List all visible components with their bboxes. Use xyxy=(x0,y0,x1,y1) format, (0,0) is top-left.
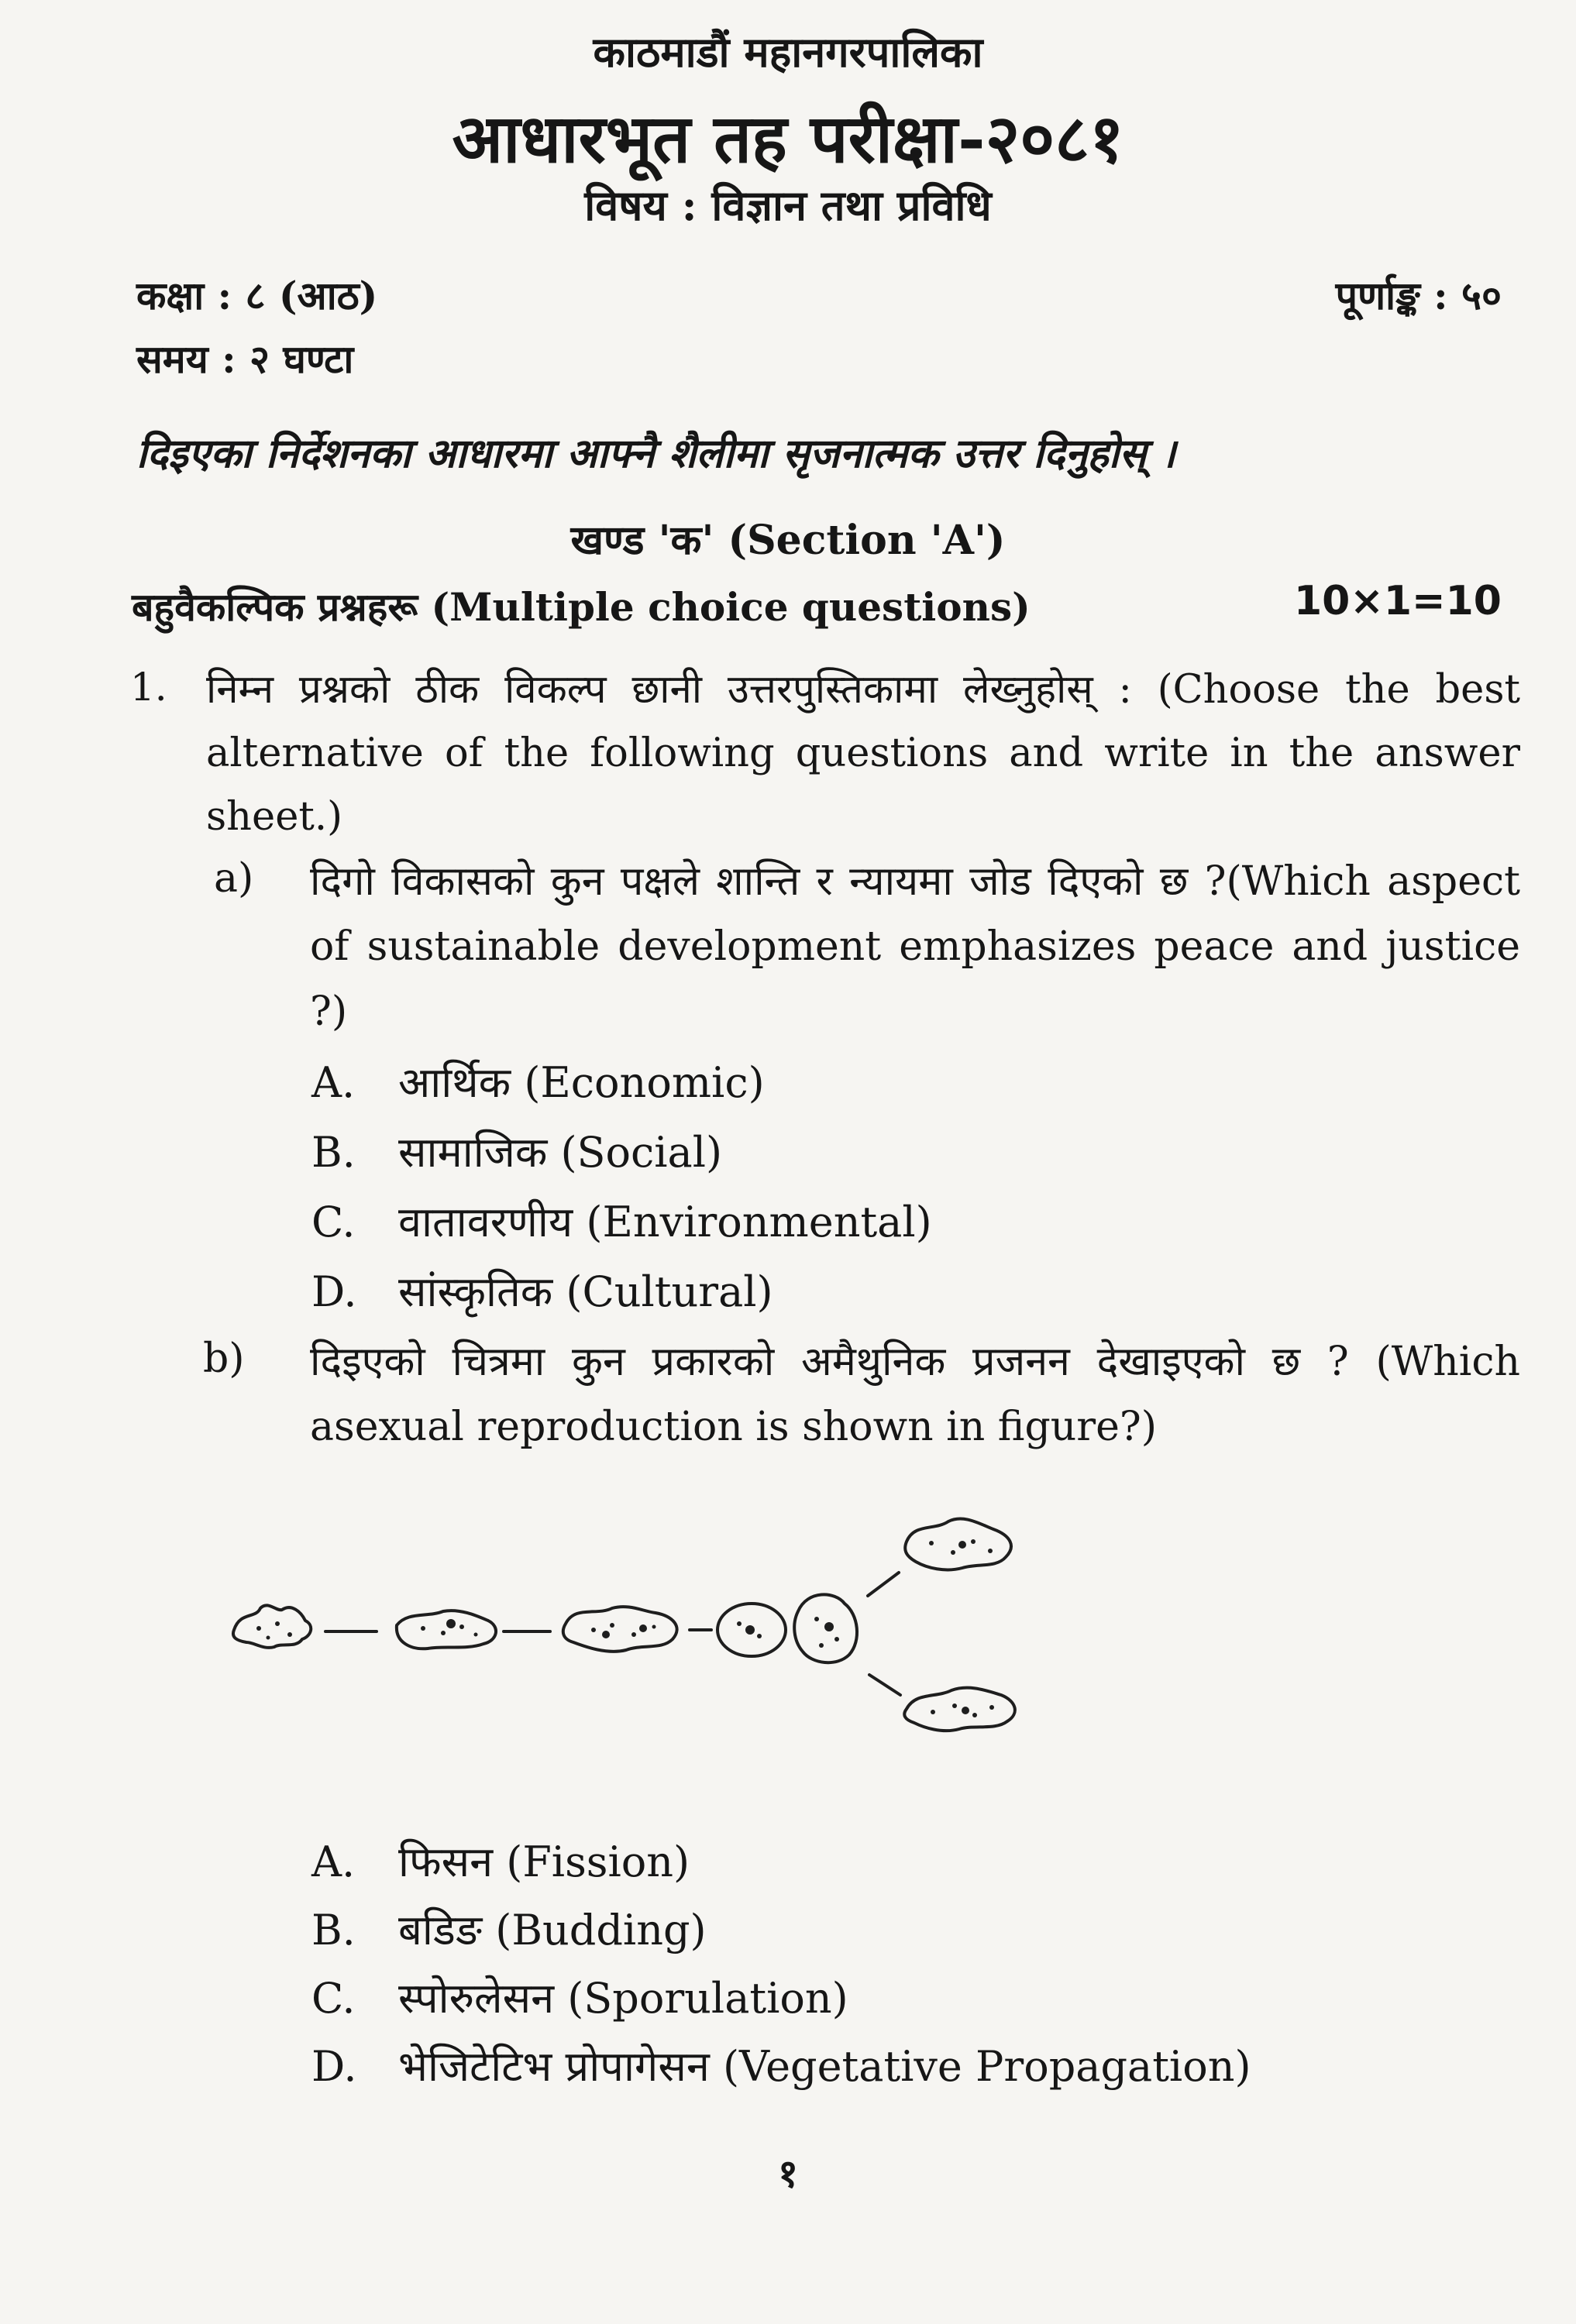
part-a-text: दिगो विकासको कुन पक्षले शान्ति र न्यायमा जोड दिएको छ ?(Which aspect of sustainable development emphasizes peace and justice ?) xyxy=(310,858,1520,1035)
option-letter: D. xyxy=(311,2042,357,2091)
option-text: वातावरणीय (Environmental) xyxy=(398,1198,932,1246)
option-letter: B. xyxy=(311,1128,356,1177)
option-text: आर्थिक (Economic) xyxy=(398,1058,765,1107)
question-number: 1. xyxy=(130,665,167,710)
granule xyxy=(256,1626,261,1631)
nucleus xyxy=(745,1625,755,1635)
granule xyxy=(267,1636,270,1640)
nucleus xyxy=(602,1631,610,1638)
instruction: दिइएका निर्देशनका आधारमा आफ्नै शैलीमा सृजनात्मक उत्तर दिनुहोस् । xyxy=(136,430,1176,477)
option-letter: C. xyxy=(311,1974,356,2023)
granule xyxy=(819,1643,824,1648)
nucleus xyxy=(446,1619,456,1628)
exam-title: आधारभूत तह परीक्षा-२०८१ xyxy=(452,100,1124,178)
part-a-option-d xyxy=(311,1261,773,1318)
granule xyxy=(952,1703,957,1708)
mcq-heading: बहुवैकल्पिक प्रश्नहरू (Multiple choice questions) xyxy=(132,584,1031,630)
full-marks: पूर्णाङ्क : ५० xyxy=(1335,273,1502,318)
time-info: समय : २ घण्टा xyxy=(136,336,354,382)
cell-stage-1 xyxy=(233,1605,311,1648)
part-a-option-c xyxy=(311,1191,932,1249)
granule xyxy=(421,1626,425,1631)
cell-stage-2 xyxy=(397,1611,496,1648)
part-b-option-d xyxy=(311,2036,1251,2093)
option-text: सामाजिक (Social) xyxy=(398,1128,723,1177)
granule xyxy=(834,1637,839,1642)
granule xyxy=(287,1632,292,1637)
part-a-label: a) xyxy=(214,855,254,902)
part-b-option-c xyxy=(311,1968,848,2025)
page-number: १ xyxy=(778,2150,798,2196)
granule xyxy=(988,1549,993,1553)
part-a-option-a xyxy=(311,1052,765,1109)
option-text: स्पोरुलेसन (Sporulation) xyxy=(398,1974,848,2023)
mcq-marks: 10×1=10 xyxy=(1293,578,1502,624)
granule xyxy=(275,1621,280,1626)
part-b-option-b xyxy=(311,1899,707,1957)
nucleus xyxy=(958,1541,966,1549)
granule xyxy=(441,1631,446,1635)
option-letter: B. xyxy=(311,1906,356,1954)
option-letter: A. xyxy=(311,1058,356,1107)
nucleus xyxy=(824,1622,834,1631)
part-a-option-b xyxy=(311,1122,722,1179)
option-letter: D. xyxy=(311,1267,357,1316)
nucleus xyxy=(639,1624,647,1632)
part-b-text: दिइएको चित्रमा कुन प्रकारको अमैथुनिक प्रजनन देखाइएको छ ? (Which asexual reproduction is shown in figure?) xyxy=(310,1339,1520,1450)
amoeba-fission-figure xyxy=(225,1487,1139,1735)
granule xyxy=(474,1633,478,1637)
option-letter: C. xyxy=(311,1198,356,1246)
option-text: सांस्कृतिक (Cultural) xyxy=(398,1267,773,1316)
option-text: बडिङ (Budding) xyxy=(398,1906,707,1954)
nucleus xyxy=(962,1707,969,1714)
cell-stage-3 xyxy=(563,1607,677,1652)
granule xyxy=(757,1634,762,1638)
section-title: खण्ड 'क' (Section 'A') xyxy=(570,517,1006,564)
part-b-label: b) xyxy=(203,1336,245,1382)
option-text: फिसन (Fission) xyxy=(398,1838,690,1886)
granule xyxy=(929,1541,934,1545)
part-b-option-a xyxy=(311,1831,690,1889)
arrow-bottom xyxy=(869,1675,900,1695)
granule xyxy=(971,1539,976,1544)
municipality-name: काठमाडौं महानगरपालिका xyxy=(593,27,983,77)
granule xyxy=(652,1625,656,1629)
subject-line: विषय : विज्ञान तथा प्रविधि xyxy=(584,180,992,230)
granule xyxy=(814,1617,819,1621)
arrow-top xyxy=(868,1573,899,1596)
granule xyxy=(972,1713,977,1717)
granule xyxy=(610,1623,614,1628)
class-info: कक्षा : ८ (आठ) xyxy=(136,273,378,318)
granule xyxy=(931,1710,935,1714)
option-letter: A. xyxy=(311,1838,356,1886)
daughter-cell-bottom xyxy=(904,1688,1015,1731)
granule xyxy=(951,1550,955,1555)
granule xyxy=(737,1621,742,1626)
granule xyxy=(591,1628,596,1632)
question-text: निम्न प्रश्नको ठीक विकल्प छानी उत्तरपुस्तिकामा लेख्नुहोस् : (Choose the best alternative of the following questions and write in the answer sheet.) xyxy=(206,667,1520,840)
daughter-cell-top xyxy=(905,1519,1011,1570)
granule xyxy=(631,1632,636,1637)
option-text: भेजिटेटिभ प्रोपागेसन (Vegetative Propagation) xyxy=(398,2042,1251,2091)
granule xyxy=(459,1624,464,1629)
granule xyxy=(989,1705,994,1710)
